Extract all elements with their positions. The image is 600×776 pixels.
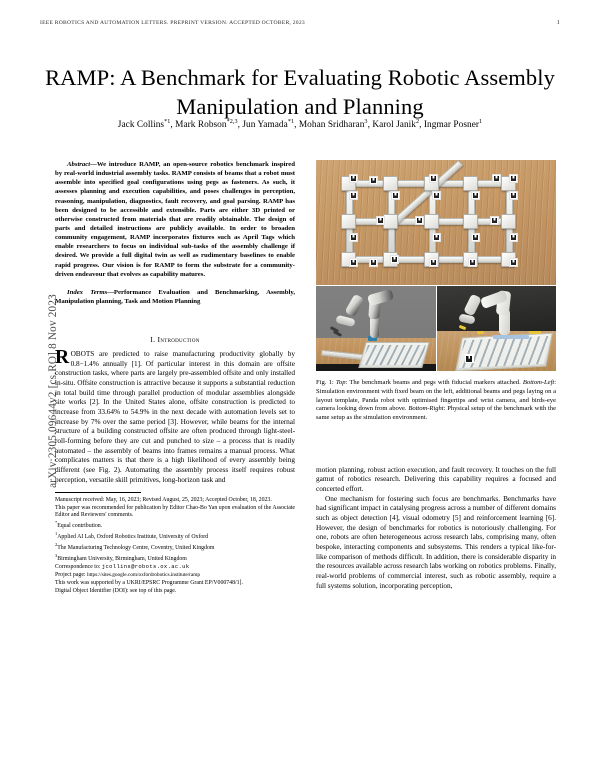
figure-label: Fig. 1: bbox=[316, 379, 334, 386]
right-column bbox=[316, 160, 556, 590]
figure-1-simulation-panel bbox=[316, 286, 436, 371]
index-terms-text: —Performance Evaluation and Benchmarking, Assembly, Manipulation planning, Task and Motion Planning bbox=[55, 288, 295, 305]
intro-body-text: are predicted to raise manufacturing productivity globally by 0.8−1.4% annually [1]. Of particular interest in this domain are offsite construction tasks, where parts are largely pre-assembled offsite and only installed in-situ. Offsite construction is attractive because it supports a substantial reduction in total build time through parallel production of modular assemblies alongside site works [2]. In the United States alone, offsite construction is predicted to increase from 33.64% to 54.9% in the next decade with automation levels set to increase by 7% over the same period [3]. However, while beams for the internal structure of a building constructed offsite are often produced through light-steel-roll-forming before they are cut and punched to size – a process that is readily automated – the assembly of beams into frames remains a manual process. What complicates matters is that there is a high likelihood of every assembly being different (see Fig. 2). Automating the assembly process itself requires robust perception, versatile skill primitives, long-horizon task and bbox=[55, 349, 295, 484]
footnote-affiliation-1-text: Applied AI Lab, Oxford Robotics Institute, University of Oxford bbox=[57, 533, 209, 540]
section-number: I. bbox=[150, 335, 156, 345]
intro-paragraph bbox=[55, 349, 295, 484]
fiducial-marker-icon bbox=[391, 191, 400, 200]
author-name: Jun Yamada bbox=[242, 120, 288, 131]
beam-joint-node bbox=[463, 176, 478, 191]
footnote-manuscript-dates: Manuscript received: May, 16, 2023; Revised August, 25, 2023; Accepted October, 18, 2023. bbox=[55, 496, 272, 503]
figure-1 bbox=[316, 160, 556, 423]
footnote-affiliation-3-text: Birmingham University, Birmingham, United Kingdom bbox=[57, 555, 187, 562]
beam-joint-node bbox=[501, 214, 516, 229]
fiducial-marker-icon bbox=[492, 174, 501, 183]
fiducial-marker-icon bbox=[490, 216, 499, 225]
beam-joint-node bbox=[463, 214, 478, 229]
author-affiliation-mark: 2 bbox=[416, 118, 420, 125]
author-affiliation-mark: *1 bbox=[164, 118, 171, 125]
index-terms-paragraph bbox=[55, 288, 295, 306]
figure-1-bottom-row bbox=[316, 286, 556, 371]
author-affiliation-mark: *2,3 bbox=[226, 118, 238, 125]
right-column-body bbox=[316, 465, 556, 591]
fiducial-marker-icon bbox=[471, 191, 480, 200]
fiducial-marker-icon bbox=[509, 174, 518, 183]
footnote-grant: This work was supported by a UKRI/EPSRC Programme Grant EP/V000748/1]. bbox=[55, 580, 243, 586]
fiducial-marker-icon bbox=[509, 258, 518, 267]
author-list: Jack Collins$^{*1}$, Mark Robson$^{*2,3}$, Jun Yamada$^{*1}$, Mohan Sridharan$^3$, Karol Janik$^2$, Ingmar Posner$^1$ bbox=[117, 118, 483, 131]
figure-part-text-top: : The benchmark beams and pegs with fiducial markers attached. bbox=[345, 379, 523, 386]
fiducial-marker-icon bbox=[349, 233, 358, 242]
fiducial-marker-icon bbox=[349, 258, 358, 267]
fiducial-marker-icon bbox=[376, 216, 385, 225]
footnote-editor-recommendation: This paper was recommended for publication by Editor Chao-Bo Yan upon evaluation of the Associate Editor and Reviewers' comments. bbox=[55, 504, 295, 519]
footnote-correspondence bbox=[55, 563, 295, 572]
fiducial-marker-icon bbox=[390, 255, 399, 264]
author-name: Jack Collins bbox=[117, 120, 165, 131]
fiducial-marker-icon bbox=[369, 176, 378, 185]
beam-lattice-assembly bbox=[316, 160, 556, 285]
footnote-project-page bbox=[55, 572, 295, 580]
section-heading-introduction bbox=[55, 335, 295, 344]
running-head bbox=[40, 20, 560, 26]
figure-part-text-bottom-left: : Simulation environment with fixed beam on the left, additional beams and pegs laying on a layout template, Panda robot with optimised fingertips and wrist camera, and birds-eye camera looking down from above. bbox=[316, 379, 556, 413]
abstract-paragraph bbox=[55, 160, 295, 279]
footnote-mark-star: * bbox=[55, 520, 58, 526]
footnote-mark-2: 2 bbox=[55, 541, 58, 547]
fiducial-marker-icon bbox=[349, 191, 358, 200]
page-number: 1 bbox=[556, 20, 560, 26]
beam-joint-node bbox=[383, 176, 398, 191]
figure-1-top-photo bbox=[316, 160, 556, 285]
running-head-journal: IEEE ROBOTICS AND AUTOMATION LETTERS. PREPRINT VERSION. ACCEPTED OCTOBER, 2023 bbox=[40, 20, 305, 26]
intro-first-word: OBOTS bbox=[70, 349, 95, 359]
drop-cap: R bbox=[55, 347, 70, 369]
section-title: Introduction bbox=[157, 335, 200, 345]
author-name: Mohan Sridharan bbox=[298, 120, 365, 131]
footnote-mark-1: 1 bbox=[55, 531, 58, 537]
author-affiliation-mark: *1 bbox=[287, 118, 295, 125]
beam-joint-node bbox=[424, 214, 439, 229]
beam-joint-node bbox=[341, 214, 356, 229]
figure-part-text-bottom-right: : Physical setup of the benchmark with the same setup as the simulation environment. bbox=[316, 405, 556, 422]
abstract-label: Abstract bbox=[67, 161, 91, 168]
fiducial-marker-icon bbox=[429, 174, 438, 183]
fiducial-marker-icon bbox=[415, 216, 424, 225]
project-page-label: Project page: bbox=[55, 572, 86, 579]
layout-template-simulation bbox=[358, 342, 429, 368]
yellow-fixture bbox=[529, 331, 541, 334]
paper-page bbox=[40, 0, 560, 776]
page-title: RAMP: A Benchmark for Evaluating Robotic Assembly Manipulation and Planning bbox=[45, 65, 555, 120]
figure-part-label-bottom-right: Bottom-Right bbox=[408, 405, 444, 413]
robot-arm-segment bbox=[370, 316, 379, 338]
author-name: Karol Janik bbox=[372, 120, 416, 131]
footnote-affiliation-2 bbox=[55, 542, 295, 553]
fiducial-marker-icon bbox=[465, 354, 474, 363]
robot-fingertip bbox=[477, 331, 484, 334]
right-paragraph-2: One mechanism for fostering such focus are benchmarks. Benchmarks have had significant impact in catalysing progress across a number of different domains such as object detection [4], visual odometry [5] and reinforcement learning [6]. However, the design of benchmarks for robotics is notoriously challenging. For one, robots are often heterogeneous across research labs, comprising many, often bespoke, interacting components and subsystems. This renders a typical like-for-like comparison of methods difficult. In addition, there is considerable disparity in the resources available across research labs working on robotics problems. Finally, real-world problems of commercial interest, such as robotic assembly, require a full systems solution, incorporating perception, bbox=[316, 493, 556, 590]
footnote-block bbox=[55, 497, 295, 596]
author-name: Ingmar Posner bbox=[423, 120, 480, 131]
fiducial-marker-icon bbox=[432, 233, 441, 242]
fiducial-marker-icon bbox=[509, 233, 518, 242]
fiducial-marker-icon bbox=[349, 174, 358, 183]
fiducial-marker-icon bbox=[468, 258, 477, 267]
project-page-url[interactable]: https://sites.google.com/oxfordrobotics.institute/ramp bbox=[87, 572, 201, 579]
footnote-mark-3: 3 bbox=[55, 552, 58, 558]
right-paragraph-1: motion planning, robust action execution, and fault recovery. It touches on the full gamut of robotics research. Delivering this capability requires a focused and concerted effort. bbox=[316, 464, 556, 494]
footnote-separator bbox=[55, 492, 141, 493]
left-column bbox=[55, 160, 295, 596]
author-affiliation-mark: 1 bbox=[479, 118, 483, 125]
footnote-affiliation-1 bbox=[55, 531, 295, 542]
figure-part-label-top: Top bbox=[335, 379, 346, 386]
fiducial-marker-icon bbox=[509, 191, 518, 200]
footnote-affiliation-3 bbox=[55, 553, 295, 564]
fiducial-marker-icon bbox=[429, 258, 438, 267]
robot-mount-plate bbox=[493, 335, 529, 339]
abstract-text: —We introduce RAMP, an open-source robotics benchmark inspired by real-world industrial assembly tasks. RAMP consists of beams that a robot must assemble into specified goal configurations using pegs as fasteners. As such, it assesses planning and execution capabilities, and poses challenges in perception, reasoning, manipulation, diagnostics, fault recovery, and goal parsing. RAMP has been designed to be accessible and extensible. Parts are either 3D printed or otherwise constructed from materials that are readily obtainable. The design of parts and detailed instructions are publicly available. In order to broaden community engagement, RAMP incorporates fixtures such as April Tags which enable researchers to focus on individual sub-tasks of the assembly challenge if desired. We provide a full digital twin as well as rudimentary baselines to enable rapid progress. Our vision is for RAMP to form the substrate for a community-driven endeavour that evolves as capability matures. bbox=[55, 161, 295, 278]
beam-joint-node bbox=[383, 214, 398, 229]
footnote-affiliation-2-text: The Manufacturing Technology Centre, Coventry, United Kingdom bbox=[57, 544, 215, 551]
fiducial-marker-icon bbox=[432, 191, 441, 200]
figure-part-label-bottom-left: Bottom-Left bbox=[522, 379, 555, 386]
author-name: Mark Robson bbox=[175, 120, 227, 131]
footnote-equal-contribution bbox=[55, 520, 295, 531]
figure-1-caption bbox=[316, 379, 556, 423]
author-affiliation-mark: 3 bbox=[364, 118, 368, 125]
arxiv-identifier-stamp: arXiv:2305.09644v2 [cs.RO] 8 Nov 2023 bbox=[47, 294, 59, 488]
footnote-equal-contribution-text: Equal contribution. bbox=[57, 523, 103, 530]
correspondence-email[interactable]: jcollins@robots.ox.ac.uk bbox=[101, 563, 190, 571]
fiducial-marker-icon bbox=[471, 233, 480, 242]
index-terms-label: Index Terms bbox=[67, 288, 108, 296]
figure-1-physical-panel bbox=[437, 286, 557, 371]
fiducial-marker-icon bbox=[369, 258, 378, 267]
footnote-doi: Digital Object Identifier (DOI): see top of this page. bbox=[55, 587, 177, 594]
correspondence-label: Correspondence to: bbox=[55, 564, 101, 571]
